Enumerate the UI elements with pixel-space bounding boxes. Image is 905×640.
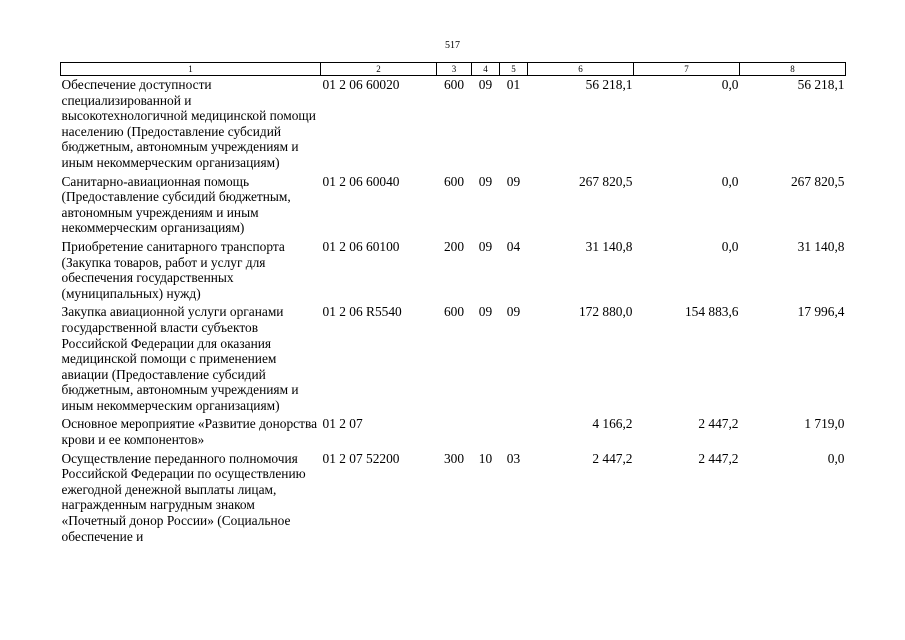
row-col-6: 172 880,0 [578, 304, 633, 320]
row-col-3: 600 [443, 173, 465, 189]
budget-table [60, 62, 846, 546]
row-col-3: 600 [443, 77, 465, 92]
row-name: Закупка авиационной услуги органами государственной власти субъектов Российской Федерации для оказания медицинской помощи с применением авиации (Предоставление субсидий бюджетным, автономным учреждениям и иным некоммерческим организациям) [61, 304, 299, 413]
row-col-3 [437, 415, 472, 449]
table-row [61, 238, 846, 303]
column-header-8: 8 [740, 63, 846, 76]
row-col-4: 09 [478, 77, 493, 92]
row-col-8: 0,0 [827, 450, 845, 466]
row-col-7: 154 883,6 [684, 304, 739, 320]
row-col-4 [472, 415, 500, 449]
row-code: 01 2 06 R5540 [322, 304, 402, 320]
row-col-5: 01 [506, 77, 521, 92]
row-col-5: 09 [506, 173, 521, 189]
table-row [61, 450, 846, 547]
row-col-7: 0,0 [721, 238, 739, 254]
row-name: Основное мероприятие «Развитие донорства крови и ее компонентов» [61, 416, 318, 448]
row-col-7: 2 447,2 [698, 416, 739, 432]
row-col-6: 267 820,5 [578, 173, 633, 189]
column-header-4: 4 [472, 63, 500, 76]
row-code: 01 2 07 52200 [322, 450, 400, 466]
row-name: Обеспечение доступности специализированной и высокотехнологичной медицинской помощи населению (Предоставление субсидий бюджетным, автономным учреждениям и иным некоммерческим организациям) [61, 77, 316, 170]
row-col-3: 300 [443, 450, 465, 466]
table-body [61, 76, 846, 547]
row-col-7: 0,0 [721, 77, 739, 92]
column-header-3: 3 [437, 63, 472, 76]
row-code: 01 2 06 60020 [322, 77, 400, 92]
row-col-4: 09 [478, 238, 493, 254]
column-header-1: 1 [61, 63, 321, 76]
row-col-6: 4 166,2 [592, 416, 633, 432]
row-col-6: 56 218,1 [585, 77, 633, 92]
row-col-5: 04 [506, 238, 521, 254]
table-row [61, 303, 846, 415]
table-row [61, 173, 846, 238]
header-row [61, 63, 846, 76]
row-col-8: 17 996,4 [797, 304, 845, 320]
row-col-3: 600 [443, 304, 465, 320]
row-code: 01 2 07 [322, 416, 363, 432]
row-code: 01 2 06 60100 [322, 238, 400, 254]
row-col-6: 2 447,2 [592, 450, 633, 466]
row-col-4: 09 [478, 173, 493, 189]
row-col-6: 31 140,8 [585, 238, 633, 254]
column-header-7: 7 [634, 63, 740, 76]
column-header-2: 2 [321, 63, 437, 76]
row-col-8: 56 218,1 [797, 77, 845, 92]
row-col-8: 31 140,8 [797, 238, 845, 254]
table-row [61, 76, 846, 173]
row-col-5: 09 [506, 304, 521, 320]
column-header-6: 6 [528, 63, 634, 76]
table-row [61, 415, 846, 449]
row-col-5: 03 [506, 450, 521, 466]
row-name: Осуществление переданного полномочия Российской Федерации по осуществлению ежегодной денежной выплаты лицам, награжденным нагрудным знаком «Почетный донор России» (Социальное обеспечение и [61, 450, 306, 544]
row-col-4: 09 [478, 304, 493, 320]
row-col-7: 2 447,2 [698, 450, 739, 466]
row-code: 01 2 06 60040 [322, 173, 400, 189]
page-number: 517 [445, 40, 460, 51]
row-col-7: 0,0 [721, 173, 739, 189]
row-name: Санитарно-авиационная помощь (Предоставление субсидий бюджетным, автономным учреждениям и иным некоммерческим организациям) [61, 173, 291, 236]
row-col-5 [500, 415, 528, 449]
column-header-5: 5 [500, 63, 528, 76]
row-col-8: 1 719,0 [804, 416, 845, 432]
row-name: Приобретение санитарного транспорта (Закупка товаров, работ и услуг для обеспечения государственных (муниципальных) нужд) [61, 238, 285, 301]
row-col-4: 10 [478, 450, 493, 466]
row-col-8: 267 820,5 [790, 173, 845, 189]
table-header [61, 63, 846, 76]
row-col-3: 200 [443, 238, 465, 254]
